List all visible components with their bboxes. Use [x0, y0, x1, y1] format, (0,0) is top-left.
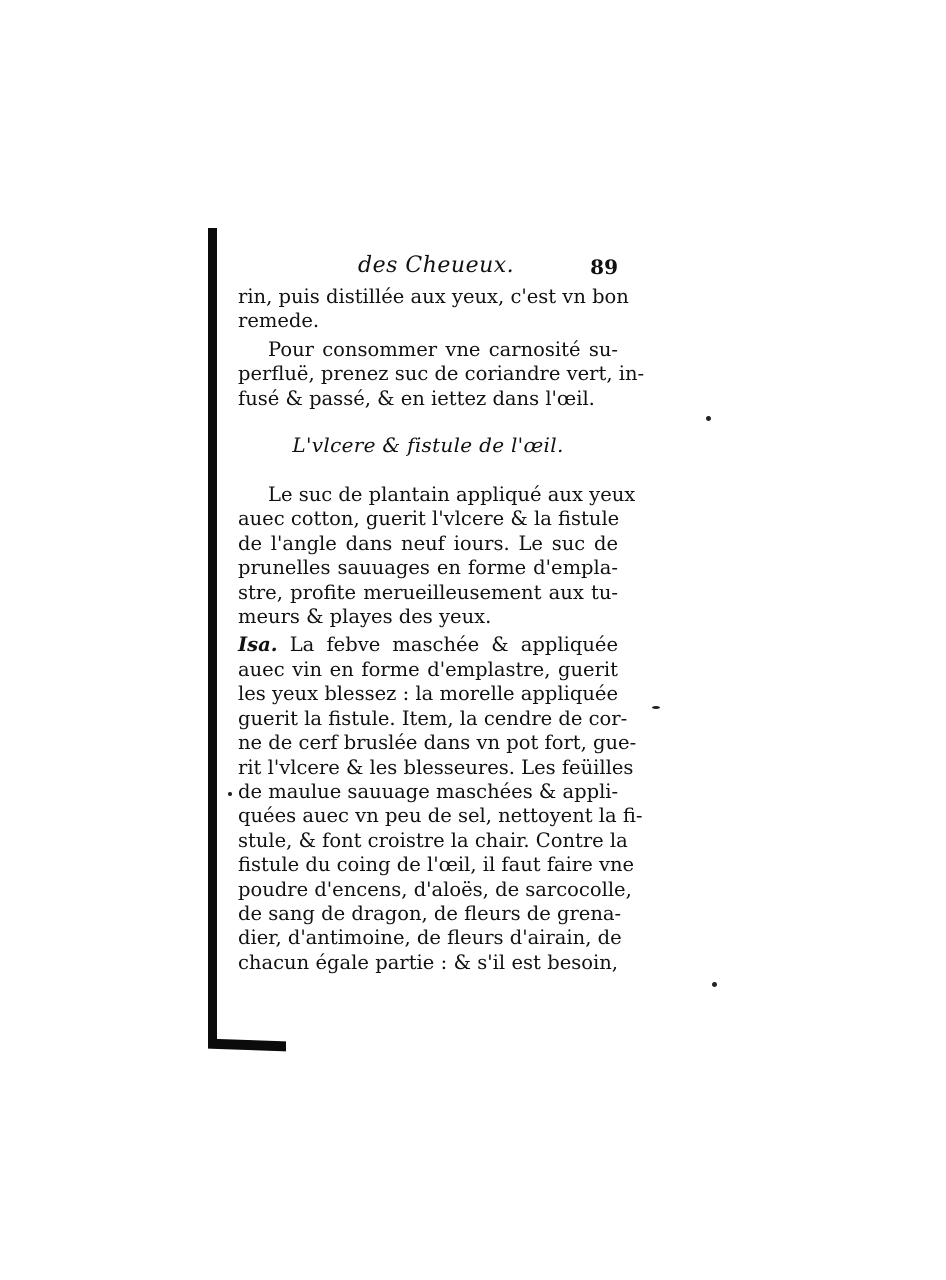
text-line: chacun égale partie : & s'il est besoin,: [238, 950, 618, 974]
paragraph-1: [238, 285, 629, 334]
text-line: guerit la fistule. Item, la cendre de cor-: [238, 706, 628, 730]
text-line: remede.: [238, 309, 320, 333]
text-line: fusé & passé, & en iettez dans l'œil.: [238, 386, 595, 410]
text-line-content: La febve maschée & appliquée: [277, 633, 618, 657]
text-line: les yeux blessez : la morelle appliquée: [238, 682, 618, 706]
text-line: auec cotton, guerit l'vlcere & la fistule: [238, 507, 620, 531]
paragraph-4: [238, 633, 643, 975]
text-line: poudre d'encens, d'aloës, de sarcocolle,: [238, 877, 632, 901]
ink-speck: [228, 792, 232, 796]
text-line: de maulue sauuage maschées & appli-: [238, 779, 619, 803]
text-line: [238, 633, 618, 657]
text-line: ne de cerf bruslée dans vn pot fort, gue-: [238, 731, 637, 755]
page-edge-shadow: [208, 228, 217, 1046]
running-head: [238, 245, 618, 285]
ink-speck: [706, 416, 711, 421]
ink-speck: [652, 706, 660, 709]
section-title: L'vlcere & fistule de l'œil.: [292, 433, 564, 458]
text-line: de l'angle dans neuf iours. Le suc de: [238, 531, 618, 555]
text-line: de sang de dragon, de fleurs de grena-: [238, 901, 622, 925]
text-line: meurs & playes des yeux.: [238, 605, 492, 629]
text-line: quées auec vn peu de sel, nettoyent la fi-: [238, 804, 643, 828]
page-number: 89: [590, 255, 618, 279]
margin-note: Isa.: [238, 633, 278, 657]
text-line: dier, d'antimoine, de fleurs d'airain, de: [238, 926, 622, 950]
text-line: stre, profite merueilleusement aux tu-: [238, 580, 618, 604]
text-line: rin, puis distillée aux yeux, c'est vn bon: [238, 285, 629, 308]
text-line: perfluë, prenez suc de coriandre vert, in-: [238, 362, 645, 386]
text-line: Le suc de plantain appliqué aux yeux: [268, 483, 636, 507]
paragraph-2: [238, 337, 645, 411]
page-text-block: [238, 245, 645, 975]
running-head-title: des Cheueux.: [358, 253, 515, 278]
text-line: prunelles sauuages en forme d'empla-: [238, 556, 618, 580]
ink-speck: [712, 982, 717, 987]
text-line: auec vin en forme d'emplastre, guerit: [238, 657, 618, 681]
paragraph-3: [238, 483, 636, 629]
text-line: fistule du coing de l'œil, il faut faire vne: [238, 853, 635, 877]
text-line: Pour consommer vne carnosité su-: [268, 337, 618, 361]
text-line: stule, & font croistre la chair. Contre la: [238, 828, 628, 852]
page-corner-shadow: [208, 1039, 286, 1052]
text-line: rit l'vlcere & les blesseures. Les feüilles: [238, 755, 634, 779]
